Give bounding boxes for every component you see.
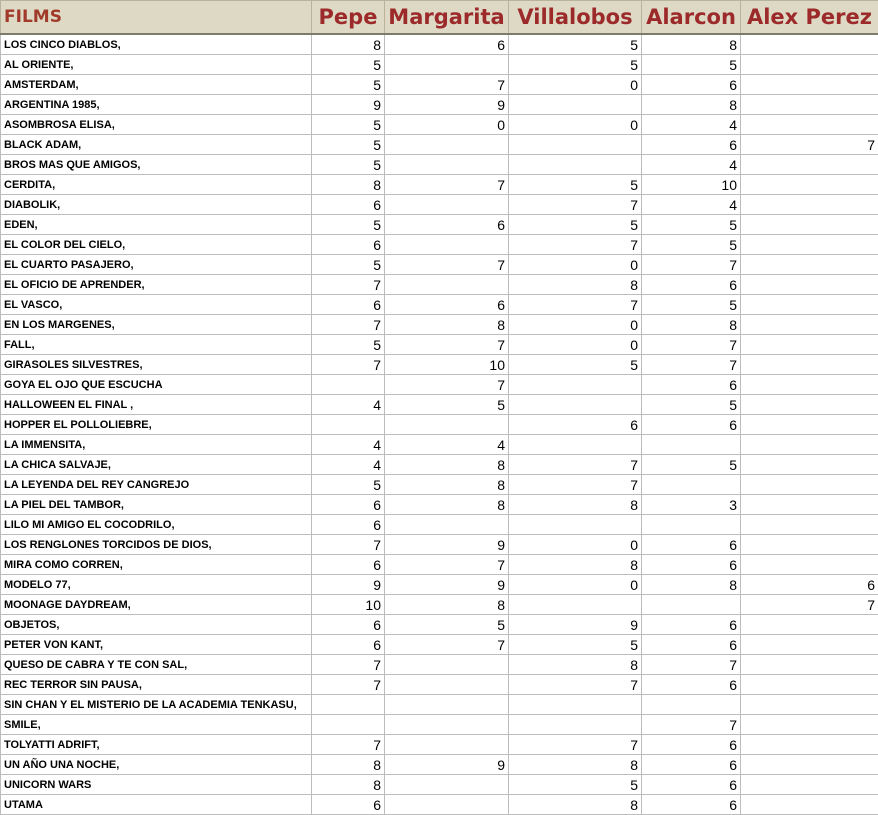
alex-perez-score-cell[interactable] bbox=[741, 215, 878, 235]
alex-perez-score-cell[interactable] bbox=[741, 435, 878, 455]
film-title-cell[interactable]: UN AÑO UNA NOCHE, bbox=[1, 755, 312, 775]
table-row bbox=[1, 34, 878, 55]
alex-perez-score-cell[interactable] bbox=[741, 255, 878, 275]
table-row bbox=[1, 55, 878, 75]
alex-perez-score-cell[interactable] bbox=[741, 115, 878, 135]
villalobos-score-cell[interactable]: 7 bbox=[509, 475, 642, 495]
villalobos-score-cell[interactable]: 5 bbox=[509, 175, 642, 195]
pepe-score-cell[interactable] bbox=[312, 415, 385, 435]
table-row bbox=[1, 415, 878, 435]
alarcon-score-cell[interactable]: 7 bbox=[642, 335, 741, 355]
film-title-cell[interactable]: SIN CHAN Y EL MISTERIO DE LA ACADEMIA TENKASU, bbox=[1, 695, 312, 715]
table-row bbox=[1, 575, 878, 595]
alex-perez-score-cell[interactable] bbox=[741, 335, 878, 355]
villalobos-score-cell[interactable] bbox=[509, 135, 642, 155]
film-title-cell[interactable]: MIRA COMO CORREN, bbox=[1, 555, 312, 575]
margarita-score-cell[interactable]: 6 bbox=[385, 295, 509, 315]
alex-perez-score-cell[interactable] bbox=[741, 755, 878, 775]
margarita-score-cell[interactable]: 6 bbox=[385, 34, 509, 55]
table-row bbox=[1, 155, 878, 175]
pepe-score-cell[interactable]: 4 bbox=[312, 435, 385, 455]
villalobos-score-cell[interactable]: 7 bbox=[509, 735, 642, 755]
alex-perez-score-cell[interactable] bbox=[741, 655, 878, 675]
margarita-score-cell[interactable] bbox=[385, 655, 509, 675]
margarita-score-cell[interactable] bbox=[385, 135, 509, 155]
alarcon-score-cell[interactable]: 5 bbox=[642, 455, 741, 475]
film-title-cell[interactable]: LILO MI AMIGO EL COCODRILO, bbox=[1, 515, 312, 535]
film-title-cell[interactable]: MODELO 77, bbox=[1, 575, 312, 595]
villalobos-score-cell[interactable]: 5 bbox=[509, 34, 642, 55]
margarita-score-cell[interactable] bbox=[385, 735, 509, 755]
table-row bbox=[1, 515, 878, 535]
pepe-score-cell[interactable]: 6 bbox=[312, 615, 385, 635]
villalobos-score-cell[interactable]: 7 bbox=[509, 675, 642, 695]
margarita-score-cell[interactable] bbox=[385, 675, 509, 695]
header-pepe[interactable]: Pepe bbox=[312, 1, 385, 35]
pepe-score-cell[interactable]: 7 bbox=[312, 315, 385, 335]
alarcon-score-cell[interactable]: 5 bbox=[642, 215, 741, 235]
film-title-cell[interactable]: LA IMMENSITA, bbox=[1, 435, 312, 455]
film-title-cell[interactable]: EL CUARTO PASAJERO, bbox=[1, 255, 312, 275]
margarita-score-cell[interactable]: 8 bbox=[385, 475, 509, 495]
pepe-score-cell[interactable]: 6 bbox=[312, 795, 385, 815]
alex-perez-score-cell[interactable] bbox=[741, 275, 878, 295]
alarcon-score-cell[interactable] bbox=[642, 435, 741, 455]
table-row bbox=[1, 455, 878, 475]
villalobos-score-cell[interactable]: 0 bbox=[509, 255, 642, 275]
villalobos-score-cell[interactable]: 8 bbox=[509, 755, 642, 775]
alarcon-score-cell[interactable]: 5 bbox=[642, 235, 741, 255]
alarcon-score-cell[interactable]: 6 bbox=[642, 375, 741, 395]
film-title-cell[interactable]: GOYA EL OJO QUE ESCUCHA bbox=[1, 375, 312, 395]
film-title-cell[interactable]: LA PIEL DEL TAMBOR, bbox=[1, 495, 312, 515]
villalobos-score-cell[interactable]: 0 bbox=[509, 315, 642, 335]
villalobos-score-cell[interactable]: 7 bbox=[509, 235, 642, 255]
villalobos-score-cell[interactable]: 5 bbox=[509, 55, 642, 75]
alex-perez-score-cell[interactable] bbox=[741, 195, 878, 215]
margarita-score-cell[interactable] bbox=[385, 235, 509, 255]
table-row bbox=[1, 295, 878, 315]
pepe-score-cell[interactable]: 8 bbox=[312, 755, 385, 775]
table-row bbox=[1, 215, 878, 235]
table-row bbox=[1, 735, 878, 755]
margarita-score-cell[interactable]: 8 bbox=[385, 595, 509, 615]
alex-perez-score-cell[interactable] bbox=[741, 475, 878, 495]
alex-perez-score-cell[interactable] bbox=[741, 55, 878, 75]
villalobos-score-cell[interactable]: 5 bbox=[509, 635, 642, 655]
pepe-score-cell[interactable]: 7 bbox=[312, 275, 385, 295]
table-row bbox=[1, 315, 878, 335]
table-row bbox=[1, 115, 878, 135]
table-row bbox=[1, 615, 878, 635]
margarita-score-cell[interactable] bbox=[385, 695, 509, 715]
table-row bbox=[1, 595, 878, 615]
alarcon-score-cell[interactable]: 4 bbox=[642, 115, 741, 135]
villalobos-score-cell[interactable]: 8 bbox=[509, 655, 642, 675]
header-films[interactable]: FILMS bbox=[1, 1, 312, 35]
margarita-score-cell[interactable] bbox=[385, 195, 509, 215]
header-alarcon[interactable]: Alarcon bbox=[642, 1, 741, 35]
villalobos-score-cell[interactable]: 0 bbox=[509, 575, 642, 595]
margarita-score-cell[interactable]: 8 bbox=[385, 315, 509, 335]
villalobos-score-cell[interactable] bbox=[509, 395, 642, 415]
villalobos-score-cell[interactable] bbox=[509, 515, 642, 535]
table-row bbox=[1, 435, 878, 455]
table-row bbox=[1, 795, 878, 815]
table-row bbox=[1, 675, 878, 695]
villalobos-score-cell[interactable]: 0 bbox=[509, 75, 642, 95]
villalobos-score-cell[interactable]: 7 bbox=[509, 195, 642, 215]
film-title-cell[interactable]: ARGENTINA 1985, bbox=[1, 95, 312, 115]
villalobos-score-cell[interactable] bbox=[509, 95, 642, 115]
margarita-score-cell[interactable] bbox=[385, 155, 509, 175]
film-title-cell[interactable]: OBJETOS, bbox=[1, 615, 312, 635]
table-row bbox=[1, 235, 878, 255]
margarita-score-cell[interactable]: 9 bbox=[385, 95, 509, 115]
film-title-cell[interactable]: SMILE, bbox=[1, 715, 312, 735]
margarita-score-cell[interactable]: 7 bbox=[385, 555, 509, 575]
table-row bbox=[1, 175, 878, 195]
margarita-score-cell[interactable]: 7 bbox=[385, 635, 509, 655]
alex-perez-score-cell[interactable] bbox=[741, 775, 878, 795]
margarita-score-cell[interactable] bbox=[385, 55, 509, 75]
pepe-score-cell[interactable]: 7 bbox=[312, 355, 385, 375]
villalobos-score-cell[interactable] bbox=[509, 375, 642, 395]
villalobos-score-cell[interactable]: 8 bbox=[509, 555, 642, 575]
pepe-score-cell[interactable]: 6 bbox=[312, 555, 385, 575]
margarita-score-cell[interactable] bbox=[385, 775, 509, 795]
pepe-score-cell[interactable]: 6 bbox=[312, 515, 385, 535]
alarcon-score-cell[interactable]: 3 bbox=[642, 495, 741, 515]
pepe-score-cell[interactable]: 5 bbox=[312, 155, 385, 175]
alarcon-score-cell[interactable]: 6 bbox=[642, 615, 741, 635]
alarcon-score-cell[interactable]: 6 bbox=[642, 755, 741, 775]
film-title-cell[interactable]: GIRASOLES SILVESTRES, bbox=[1, 355, 312, 375]
villalobos-score-cell[interactable]: 8 bbox=[509, 275, 642, 295]
margarita-score-cell[interactable]: 8 bbox=[385, 455, 509, 475]
alex-perez-score-cell[interactable] bbox=[741, 795, 878, 815]
alex-perez-score-cell[interactable] bbox=[741, 415, 878, 435]
film-title-cell[interactable]: CERDITA, bbox=[1, 175, 312, 195]
alarcon-score-cell[interactable] bbox=[642, 475, 741, 495]
film-title-cell[interactable]: UNICORN WARS bbox=[1, 775, 312, 795]
pepe-score-cell[interactable]: 9 bbox=[312, 575, 385, 595]
pepe-score-cell[interactable]: 9 bbox=[312, 95, 385, 115]
alex-perez-score-cell[interactable]: 7 bbox=[741, 595, 878, 615]
margarita-score-cell[interactable]: 6 bbox=[385, 215, 509, 235]
villalobos-score-cell[interactable]: 6 bbox=[509, 415, 642, 435]
film-title-cell[interactable]: ASOMBROSA ELISA, bbox=[1, 115, 312, 135]
margarita-score-cell[interactable]: 7 bbox=[385, 375, 509, 395]
alex-perez-score-cell[interactable] bbox=[741, 235, 878, 255]
pepe-score-cell[interactable]: 7 bbox=[312, 655, 385, 675]
alarcon-score-cell[interactable]: 6 bbox=[642, 635, 741, 655]
film-title-cell[interactable]: PETER VON KANT, bbox=[1, 635, 312, 655]
table-row bbox=[1, 475, 878, 495]
alex-perez-score-cell[interactable] bbox=[741, 455, 878, 475]
film-title-cell[interactable]: LOS CINCO DIABLOS, bbox=[1, 34, 312, 55]
villalobos-score-cell[interactable] bbox=[509, 435, 642, 455]
table-row bbox=[1, 95, 878, 115]
film-title-cell[interactable]: BROS MAS QUE AMIGOS, bbox=[1, 155, 312, 175]
pepe-score-cell[interactable] bbox=[312, 375, 385, 395]
film-title-cell[interactable]: EL VASCO, bbox=[1, 295, 312, 315]
villalobos-score-cell[interactable]: 5 bbox=[509, 215, 642, 235]
alarcon-score-cell[interactable]: 7 bbox=[642, 255, 741, 275]
alarcon-score-cell[interactable]: 6 bbox=[642, 415, 741, 435]
pepe-score-cell[interactable]: 10 bbox=[312, 595, 385, 615]
villalobos-score-cell[interactable] bbox=[509, 695, 642, 715]
margarita-score-cell[interactable]: 5 bbox=[385, 395, 509, 415]
villalobos-score-cell[interactable]: 0 bbox=[509, 335, 642, 355]
film-title-cell[interactable]: UTAMA bbox=[1, 795, 312, 815]
alarcon-score-cell[interactable]: 5 bbox=[642, 295, 741, 315]
pepe-score-cell[interactable]: 7 bbox=[312, 675, 385, 695]
pepe-score-cell[interactable] bbox=[312, 695, 385, 715]
film-title-cell[interactable]: DIABOLIK, bbox=[1, 195, 312, 215]
table-row bbox=[1, 75, 878, 95]
film-title-cell[interactable]: LA LEYENDA DEL REY CANGREJO bbox=[1, 475, 312, 495]
pepe-score-cell[interactable]: 4 bbox=[312, 455, 385, 475]
villalobos-score-cell[interactable] bbox=[509, 715, 642, 735]
alarcon-score-cell[interactable]: 8 bbox=[642, 34, 741, 55]
pepe-score-cell[interactable]: 5 bbox=[312, 335, 385, 355]
pepe-score-cell[interactable]: 5 bbox=[312, 135, 385, 155]
alex-perez-score-cell[interactable] bbox=[741, 615, 878, 635]
film-title-cell[interactable]: HOPPER EL POLLOLIEBRE, bbox=[1, 415, 312, 435]
film-title-cell[interactable]: EL OFICIO DE APRENDER, bbox=[1, 275, 312, 295]
alex-perez-score-cell[interactable] bbox=[741, 375, 878, 395]
table-row bbox=[1, 555, 878, 575]
alex-perez-score-cell[interactable] bbox=[741, 695, 878, 715]
margarita-score-cell[interactable]: 7 bbox=[385, 175, 509, 195]
villalobos-score-cell[interactable]: 7 bbox=[509, 295, 642, 315]
margarita-score-cell[interactable] bbox=[385, 275, 509, 295]
table-row bbox=[1, 275, 878, 295]
margarita-score-cell[interactable]: 7 bbox=[385, 255, 509, 275]
alarcon-score-cell[interactable]: 6 bbox=[642, 795, 741, 815]
pepe-score-cell[interactable] bbox=[312, 715, 385, 735]
alex-perez-score-cell[interactable] bbox=[741, 175, 878, 195]
alex-perez-score-cell[interactable] bbox=[741, 75, 878, 95]
table-row bbox=[1, 195, 878, 215]
pepe-score-cell[interactable]: 6 bbox=[312, 195, 385, 215]
alex-perez-score-cell[interactable] bbox=[741, 535, 878, 555]
alex-perez-score-cell[interactable] bbox=[741, 95, 878, 115]
pepe-score-cell[interactable]: 7 bbox=[312, 735, 385, 755]
alex-perez-score-cell[interactable] bbox=[741, 495, 878, 515]
margarita-score-cell[interactable] bbox=[385, 715, 509, 735]
pepe-score-cell[interactable]: 5 bbox=[312, 75, 385, 95]
margarita-score-cell[interactable] bbox=[385, 515, 509, 535]
film-title-cell[interactable]: AL ORIENTE, bbox=[1, 55, 312, 75]
pepe-score-cell[interactable]: 5 bbox=[312, 115, 385, 135]
alarcon-score-cell[interactable]: 6 bbox=[642, 775, 741, 795]
alex-perez-score-cell[interactable] bbox=[741, 295, 878, 315]
margarita-score-cell[interactable]: 7 bbox=[385, 335, 509, 355]
pepe-score-cell[interactable]: 5 bbox=[312, 475, 385, 495]
margarita-score-cell[interactable]: 4 bbox=[385, 435, 509, 455]
pepe-score-cell[interactable]: 8 bbox=[312, 175, 385, 195]
table-row bbox=[1, 635, 878, 655]
table-row bbox=[1, 375, 878, 395]
film-title-cell[interactable]: HALLOWEEN EL FINAL , bbox=[1, 395, 312, 415]
film-title-cell[interactable]: QUESO DE CABRA Y TE CON SAL, bbox=[1, 655, 312, 675]
pepe-score-cell[interactable]: 6 bbox=[312, 235, 385, 255]
film-title-cell[interactable]: REC TERROR SIN PAUSA, bbox=[1, 675, 312, 695]
table-row bbox=[1, 255, 878, 275]
alarcon-score-cell[interactable]: 6 bbox=[642, 555, 741, 575]
villalobos-score-cell[interactable]: 0 bbox=[509, 115, 642, 135]
alex-perez-score-cell[interactable]: 7 bbox=[741, 135, 878, 155]
film-title-cell[interactable]: TOLYATTI ADRIFT, bbox=[1, 735, 312, 755]
pepe-score-cell[interactable]: 8 bbox=[312, 34, 385, 55]
film-title-cell[interactable]: LOS RENGLONES TORCIDOS DE DIOS, bbox=[1, 535, 312, 555]
alex-perez-score-cell[interactable] bbox=[741, 155, 878, 175]
header-row bbox=[1, 1, 878, 35]
table-row bbox=[1, 355, 878, 375]
villalobos-score-cell[interactable] bbox=[509, 155, 642, 175]
alex-perez-score-cell[interactable] bbox=[741, 34, 878, 55]
alarcon-score-cell[interactable]: 6 bbox=[642, 135, 741, 155]
alex-perez-score-cell[interactable] bbox=[741, 735, 878, 755]
table-row bbox=[1, 655, 878, 675]
villalobos-score-cell[interactable]: 9 bbox=[509, 615, 642, 635]
margarita-score-cell[interactable]: 9 bbox=[385, 575, 509, 595]
alarcon-score-cell[interactable] bbox=[642, 595, 741, 615]
margarita-score-cell[interactable] bbox=[385, 795, 509, 815]
alarcon-score-cell[interactable]: 6 bbox=[642, 735, 741, 755]
table-row bbox=[1, 135, 878, 155]
alarcon-score-cell[interactable]: 4 bbox=[642, 195, 741, 215]
alarcon-score-cell[interactable]: 6 bbox=[642, 275, 741, 295]
table-row bbox=[1, 535, 878, 555]
table-row bbox=[1, 715, 878, 735]
header-margarita[interactable]: Margarita bbox=[385, 1, 509, 35]
film-title-cell[interactable]: FALL, bbox=[1, 335, 312, 355]
header-villalobos[interactable]: Villalobos bbox=[509, 1, 642, 35]
margarita-score-cell[interactable]: 9 bbox=[385, 535, 509, 555]
pepe-score-cell[interactable]: 6 bbox=[312, 635, 385, 655]
film-title-cell[interactable]: EL COLOR DEL CIELO, bbox=[1, 235, 312, 255]
alarcon-score-cell[interactable] bbox=[642, 695, 741, 715]
margarita-score-cell[interactable]: 9 bbox=[385, 755, 509, 775]
film-title-cell[interactable]: EN LOS MARGENES, bbox=[1, 315, 312, 335]
villalobos-score-cell[interactable]: 5 bbox=[509, 355, 642, 375]
alex-perez-score-cell[interactable] bbox=[741, 315, 878, 335]
alarcon-score-cell[interactable]: 7 bbox=[642, 355, 741, 375]
alarcon-score-cell[interactable]: 8 bbox=[642, 575, 741, 595]
alarcon-score-cell[interactable]: 6 bbox=[642, 535, 741, 555]
alex-perez-score-cell[interactable] bbox=[741, 715, 878, 735]
pepe-score-cell[interactable]: 5 bbox=[312, 55, 385, 75]
pepe-score-cell[interactable]: 6 bbox=[312, 295, 385, 315]
table-row bbox=[1, 335, 878, 355]
alarcon-score-cell[interactable]: 5 bbox=[642, 55, 741, 75]
pepe-score-cell[interactable]: 7 bbox=[312, 535, 385, 555]
alarcon-score-cell[interactable] bbox=[642, 515, 741, 535]
film-title-cell[interactable]: EDEN, bbox=[1, 215, 312, 235]
alarcon-score-cell[interactable]: 7 bbox=[642, 655, 741, 675]
pepe-score-cell[interactable]: 5 bbox=[312, 255, 385, 275]
film-title-cell[interactable]: BLACK ADAM, bbox=[1, 135, 312, 155]
margarita-score-cell[interactable] bbox=[385, 415, 509, 435]
alex-perez-score-cell[interactable] bbox=[741, 675, 878, 695]
margarita-score-cell[interactable]: 7 bbox=[385, 75, 509, 95]
table-row bbox=[1, 395, 878, 415]
alex-perez-score-cell[interactable] bbox=[741, 515, 878, 535]
alarcon-score-cell[interactable]: 8 bbox=[642, 315, 741, 335]
header-alex-perez[interactable]: Alex Perez bbox=[741, 1, 878, 35]
pepe-score-cell[interactable]: 5 bbox=[312, 215, 385, 235]
alarcon-score-cell[interactable]: 6 bbox=[642, 75, 741, 95]
film-title-cell[interactable]: MOONAGE DAYDREAM, bbox=[1, 595, 312, 615]
margarita-score-cell[interactable]: 0 bbox=[385, 115, 509, 135]
margarita-score-cell[interactable]: 8 bbox=[385, 495, 509, 515]
table-row bbox=[1, 755, 878, 775]
alex-perez-score-cell[interactable]: 6 bbox=[741, 575, 878, 595]
alex-perez-score-cell[interactable] bbox=[741, 635, 878, 655]
alex-perez-score-cell[interactable] bbox=[741, 555, 878, 575]
alex-perez-score-cell[interactable] bbox=[741, 395, 878, 415]
film-title-cell[interactable]: LA CHICA SALVAJE, bbox=[1, 455, 312, 475]
villalobos-score-cell[interactable]: 8 bbox=[509, 495, 642, 515]
pepe-score-cell[interactable]: 4 bbox=[312, 395, 385, 415]
film-title-cell[interactable]: AMSTERDAM, bbox=[1, 75, 312, 95]
villalobos-score-cell[interactable]: 8 bbox=[509, 795, 642, 815]
alarcon-score-cell[interactable]: 4 bbox=[642, 155, 741, 175]
table-row bbox=[1, 495, 878, 515]
table-body bbox=[1, 34, 878, 815]
table-row bbox=[1, 695, 878, 715]
alarcon-score-cell[interactable]: 8 bbox=[642, 95, 741, 115]
villalobos-score-cell[interactable]: 0 bbox=[509, 535, 642, 555]
villalobos-score-cell[interactable] bbox=[509, 595, 642, 615]
villalobos-score-cell[interactable]: 7 bbox=[509, 455, 642, 475]
alarcon-score-cell[interactable]: 7 bbox=[642, 715, 741, 735]
alex-perez-score-cell[interactable] bbox=[741, 355, 878, 375]
alarcon-score-cell[interactable]: 6 bbox=[642, 675, 741, 695]
pepe-score-cell[interactable]: 6 bbox=[312, 495, 385, 515]
table-row bbox=[1, 775, 878, 795]
villalobos-score-cell[interactable]: 5 bbox=[509, 775, 642, 795]
alarcon-score-cell[interactable]: 5 bbox=[642, 395, 741, 415]
margarita-score-cell[interactable]: 5 bbox=[385, 615, 509, 635]
alarcon-score-cell[interactable]: 10 bbox=[642, 175, 741, 195]
margarita-score-cell[interactable]: 10 bbox=[385, 355, 509, 375]
pepe-score-cell[interactable]: 8 bbox=[312, 775, 385, 795]
